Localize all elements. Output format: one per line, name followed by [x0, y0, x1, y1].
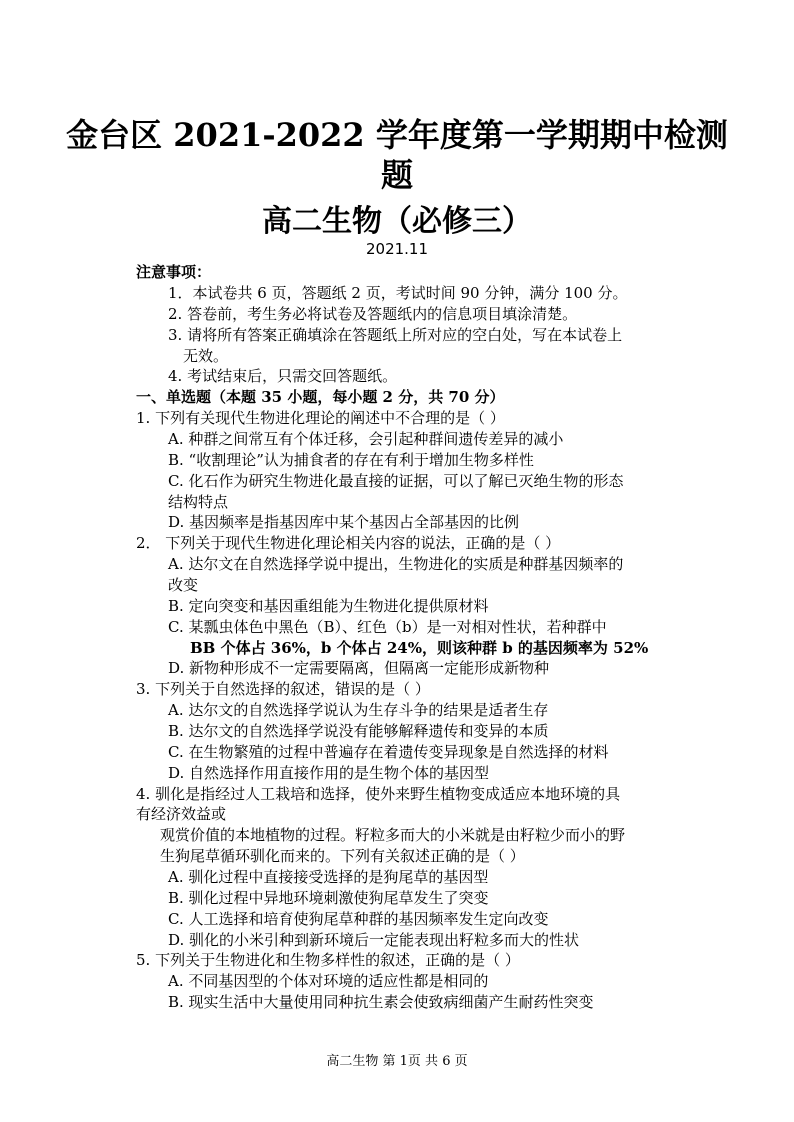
section-heading: 一、单选题（本题 35 小题，每小题 2 分，共 70 分） [136, 388, 505, 406]
note-item: 4. 考试结束后，只需交回答题纸。 [168, 367, 398, 385]
question-stem-continued: 生狗尾草循环驯化而来的。下列有关叙述正确的是（ ） [160, 847, 525, 865]
exam-date: 2021.11 [365, 240, 429, 258]
note-item: 3. 请将所有答案正确填涂在答题纸上所对应的空白处，写在本试卷上 [168, 326, 623, 344]
question-option: A. 驯化过程中直接接受选择的是狗尾草的基因型 [168, 868, 489, 886]
question-option: D. 基因频率是指基因库中某个基因占全部基因的比例 [168, 513, 520, 531]
question-stem-continued: 有经济效益或 [136, 805, 227, 823]
question-option: C. 某瓢虫体色中黑色（B）、红色（b）是一对相对性状，若种群中 [168, 618, 607, 636]
question-stem-continued: 观赏价值的本地植物的过程。籽粒多而大的小米就是由籽粒少而小的野 [160, 826, 626, 844]
notes-heading: 注意事项： [136, 263, 212, 281]
question-option: B. 驯化过程中异地环境刺激使狗尾草发生了突变 [168, 889, 489, 907]
question-stem: 4. 驯化是指经过人工栽培和选择，使外来野生植物变成适应本地环境的具 [136, 785, 621, 803]
exam-subject: 高二生物（必修三） [262, 204, 532, 239]
question-option: B. 现实生活中大量使用同种抗生素会使致病细菌产生耐药性突变 [168, 993, 594, 1011]
question-option: A. 达尔文在自然选择学说中提出，生物进化的实质是种群基因频率的 [168, 555, 624, 573]
question-option: D. 驯化的小米引种到新环境后一定能表现出籽粒多而大的性状 [168, 931, 580, 949]
note-item: 1．本试卷共 6 页，答题纸 2 页，考试时间 90 分钟，满分 100 分。 [168, 284, 628, 302]
question-stem: 2． 下列关于现代生物进化理论相关内容的说法，正确的是（ ） [136, 534, 561, 552]
question-option: 改变 [168, 576, 199, 594]
question-option: B. 定向突变和基因重组能为生物进化提供原材料 [168, 597, 489, 615]
question-option: D. 自然选择作用直接作用的是生物个体的基因型 [168, 764, 490, 782]
question-stem: 1. 下列有关现代生物进化理论的阐述中不合理的是（ ） [136, 409, 505, 427]
question-option: C. 人工选择和培育使狗尾草种群的基因频率发生定向改变 [168, 910, 549, 928]
question-option: BB 个体占 36%，b 个体占 24%，则该种群 b 的基因频率为 52% [190, 639, 649, 657]
question-option: B. “收割理论”认为捕食者的存在有利于增加生物多样性 [168, 451, 534, 469]
question-option: D. 新物种形成不一定需要隔离，但隔离一定能形成新物种 [168, 659, 550, 677]
exam-title-line1: 金台区 2021-2022 学年度第一学期期中检测 [66, 116, 728, 154]
question-option: C. 化石作为研究生物进化最直接的证据，可以了解已灭绝生物的形态 [168, 472, 624, 490]
question-option: C. 在生物繁殖的过程中普遍存在着遗传变异现象是自然选择的材料 [168, 743, 609, 761]
question-option: A. 不同基因型的个体对环境的适应性都是相同的 [168, 972, 489, 990]
question-stem: 3. 下列关于自然选择的叙述，错误的是（ ） [136, 680, 430, 698]
page-footer: 高二生物 第 1页 共 6 页 [326, 1054, 468, 1069]
question-option: 结构特点 [168, 493, 229, 511]
question-option: A. 种群之间常互有个体迁移，会引起种群间遗传差异的减小 [168, 430, 564, 448]
note-item: 2. 答卷前，考生务必将试卷及答题纸内的信息项目填涂清楚。 [168, 305, 578, 323]
note-item: 无效。 [183, 347, 229, 365]
question-option: B. 达尔文的自然选择学说没有能够解释遗传和变异的本质 [168, 722, 549, 740]
question-stem: 5. 下列关于生物进化和生物多样性的叙述，正确的是（ ） [136, 951, 520, 969]
exam-title-line2: 题 [380, 156, 413, 194]
question-option: A. 达尔文的自然选择学说认为生存斗争的结果是适者生存 [168, 701, 549, 719]
